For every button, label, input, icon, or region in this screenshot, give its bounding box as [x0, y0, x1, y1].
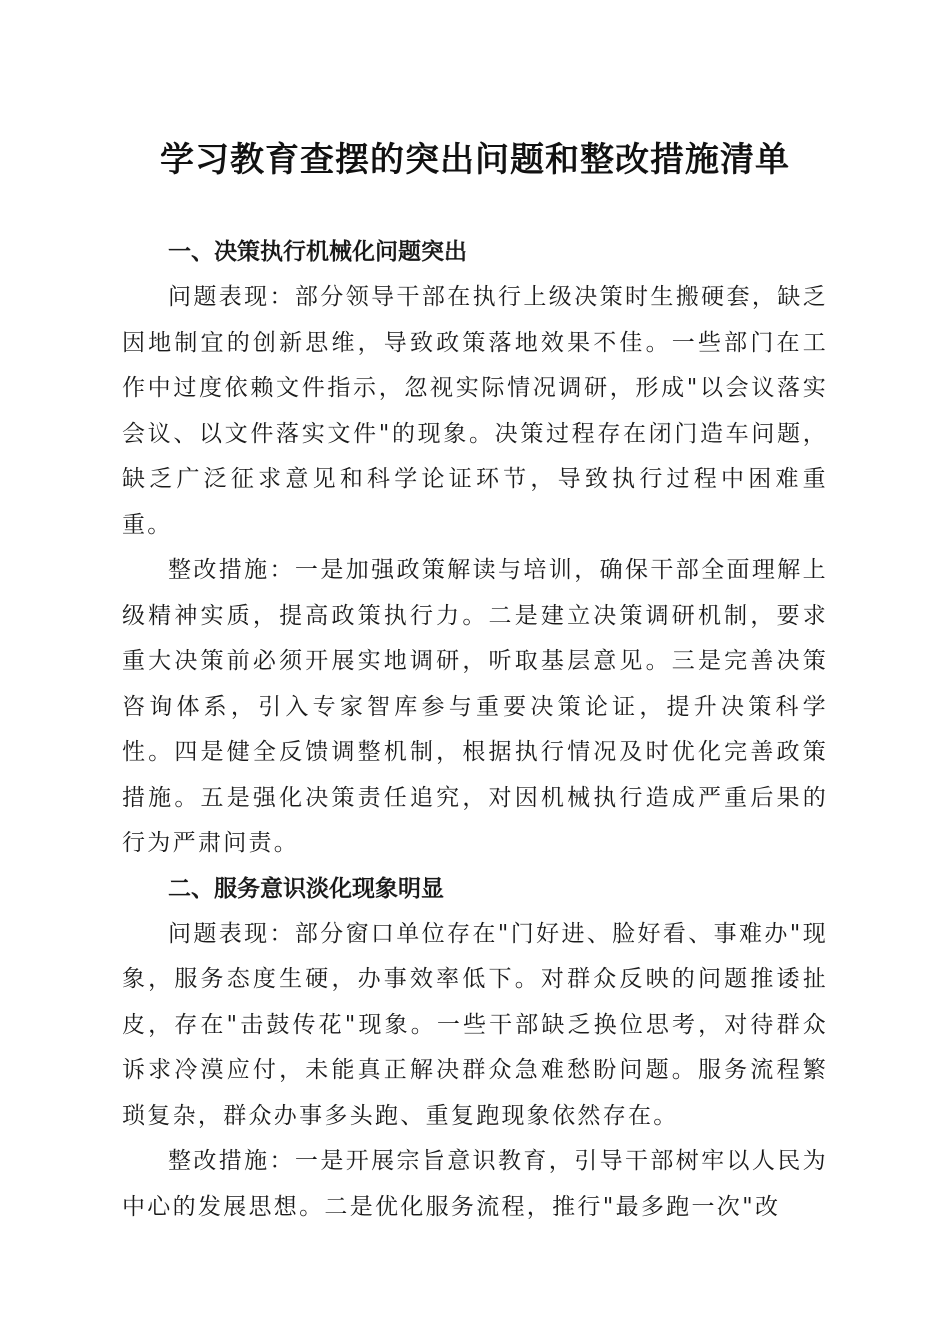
problem-paragraph: 问题表现：部分窗口单位存在"门好进、脸好看、事难办"现象，服务态度生硬，办事效率低下。对群众反映的问题推诿扯皮，存在"击鼓传花"现象。一些干部缺乏换位思考，对待群众诉求冷漠应付，未能真正解决群众急难愁盼问题。服务流程繁琐复杂，群众办事多头跑、重复跑现象依然存在。: [122, 920, 828, 1129]
problem-paragraph: 问题表现：部分领导干部在执行上级决策时生搬硬套，缺乏因地制宜的创新思维，导致政策落地效果不佳。一些部门在工作中过度依赖文件指示，忽视实际情况调研，形成"以会议落实会议、以文件落实文件"的现象。决策过程存在闭门造车问题，缺乏广泛征求意见和科学论证环节，导致执行过程中困难重重。: [122, 284, 828, 538]
document-title: 学习教育查摆的突出问题和整改措施清单: [160, 140, 790, 180]
measures-paragraph: 整改措施：一是开展宗旨意识教育，引导干部树牢以人民为中心的发展思想。二是优化服务流程，推行"最多跑一次"改: [122, 1148, 828, 1220]
section-heading: 一、决策执行机械化问题突出: [168, 239, 467, 265]
document-body: [122, 230, 828, 1230]
measures-paragraph: 整改措施：一是加强政策解读与培训，确保干部全面理解上级精神实质，提高政策执行力。二是建立决策调研机制，要求重大决策前必须开展实地调研，听取基层意见。三是完善决策咨询体系，引入专家智库参与重要决策论证，提升决策科学性。四是健全反馈调整机制，根据执行情况及时优化完善政策措施。五是强化决策责任追究，对因机械执行造成严重后果的行为严肃问责。: [122, 557, 828, 856]
section-heading: 二、服务意识淡化现象明显: [168, 875, 444, 902]
